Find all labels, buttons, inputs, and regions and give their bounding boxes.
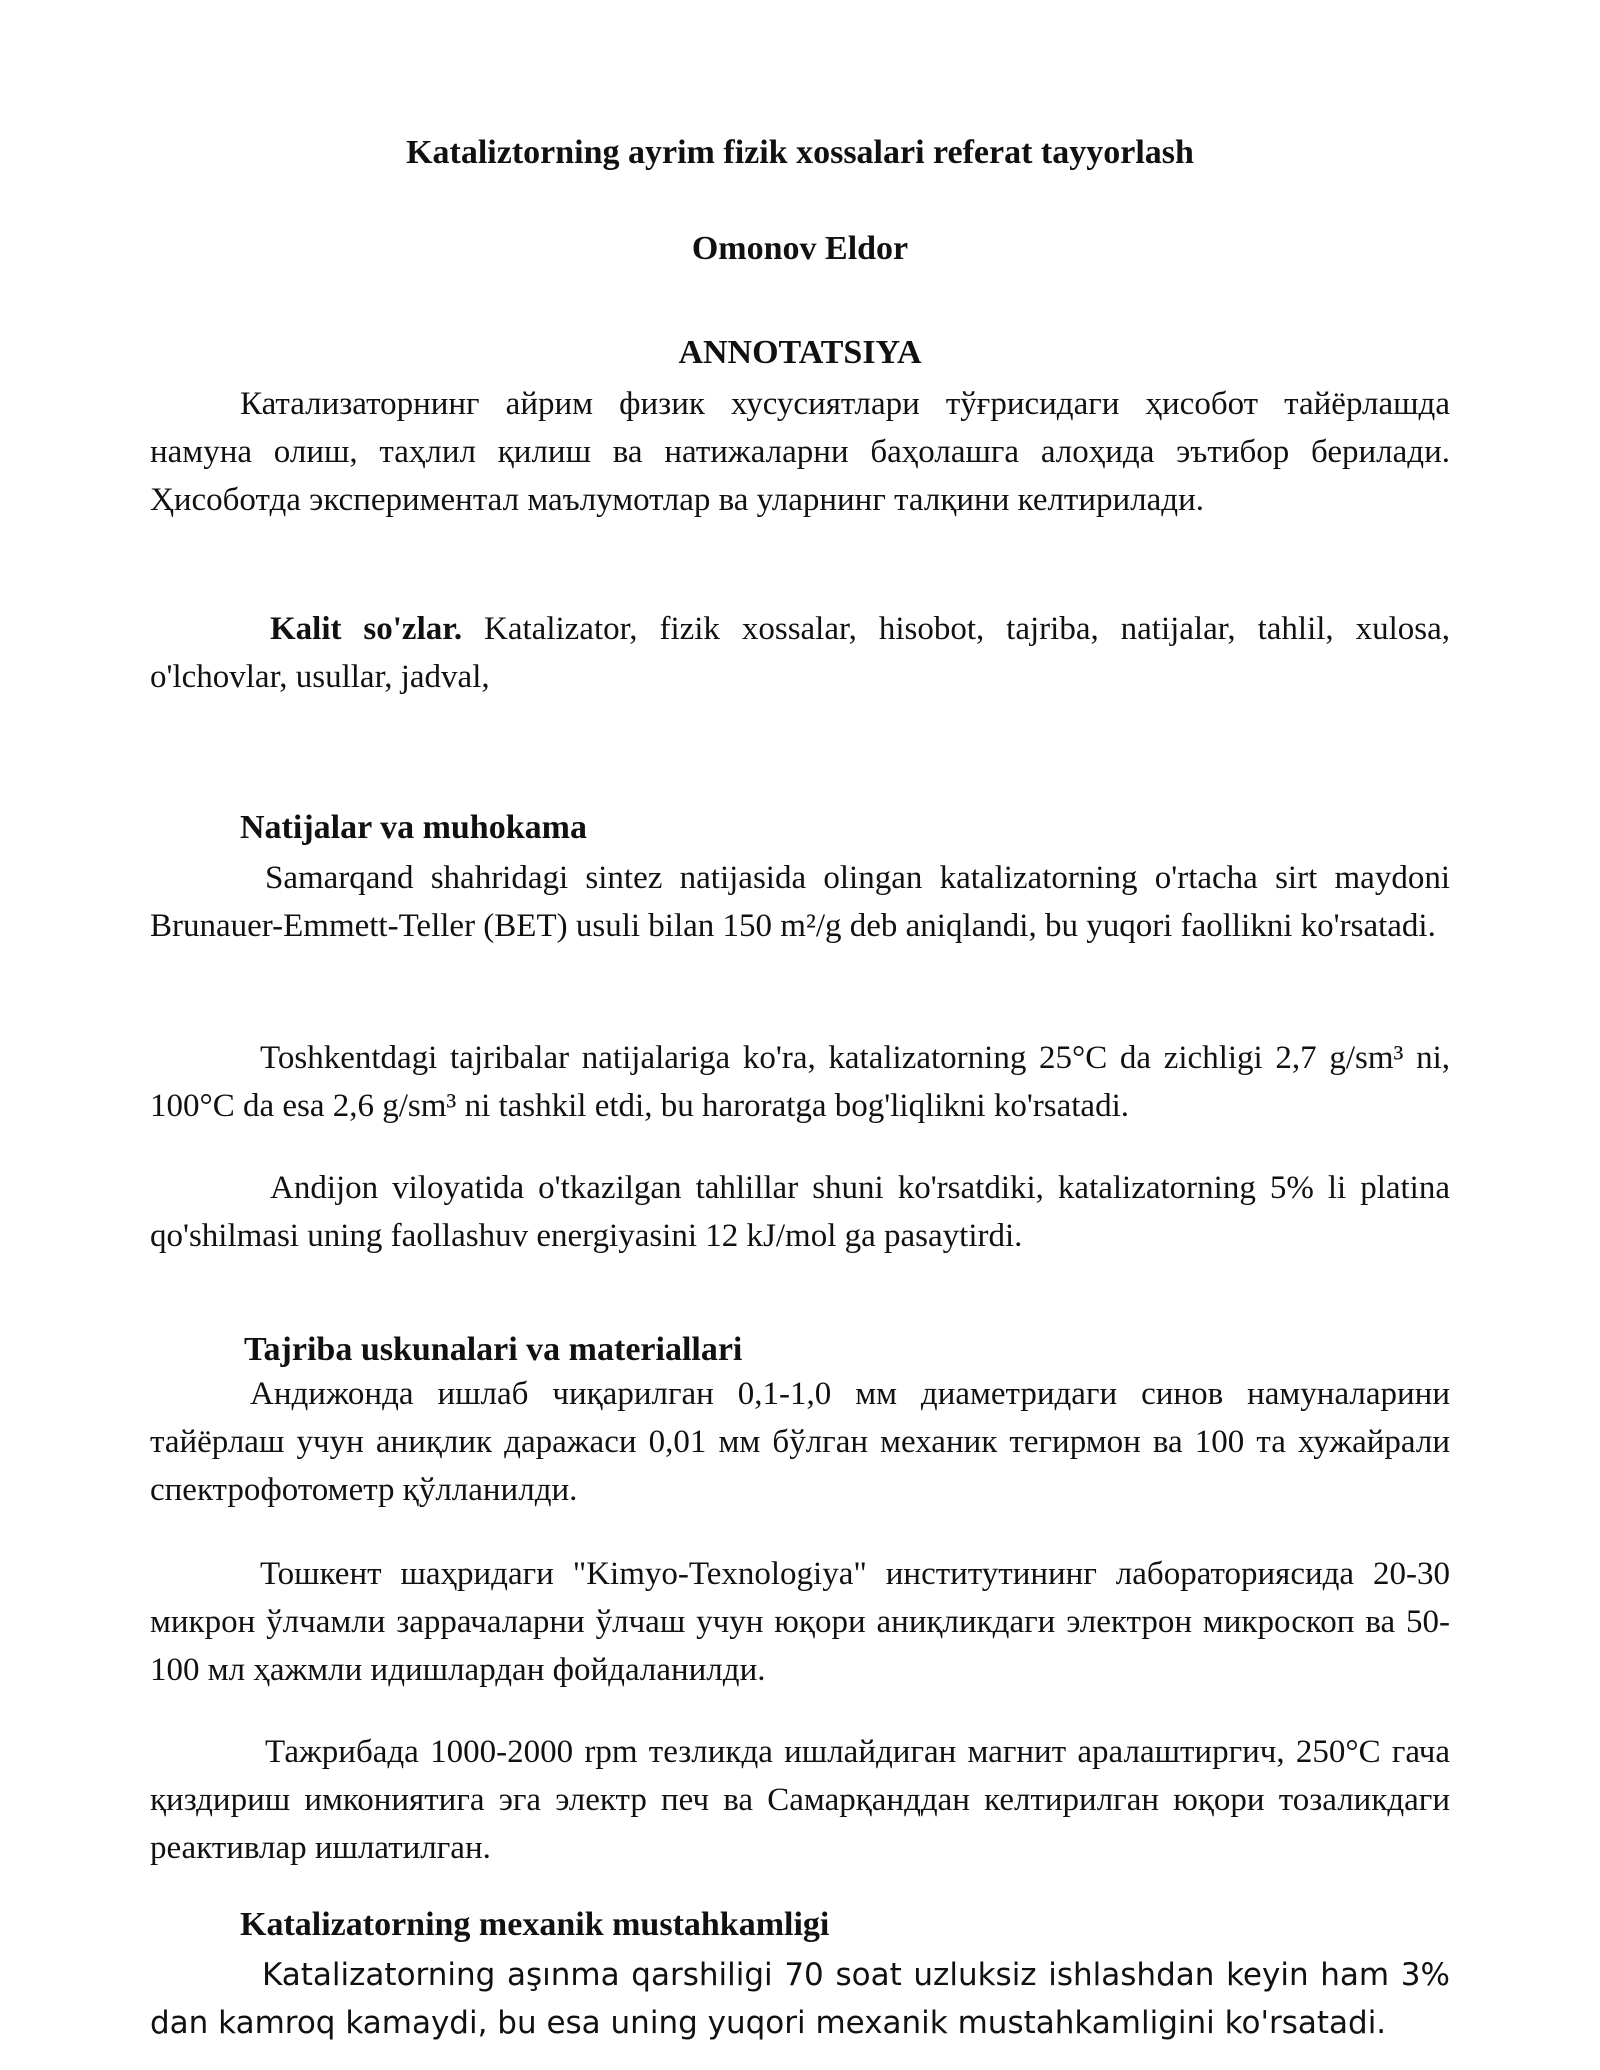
keywords-label: Kalit so'zlar. [270,611,463,647]
keywords-text: Katalizator, fizik xossalar, hisobot, tajriba, natijalar, tahlil, xulosa, o'lchovlar, usullar, jadval, [150,611,1450,695]
equipment-paragraph-2: Тошкент шаҳридаги "Kimyo-Texnologiya" институтининг лабораториясида 20-30 микрон ўлчамли заррачаларни ўлчаш учун юқори аниқликдаги электрон микроскоп ва 50-100 мл ҳажмли идишлардан фойдаланилди. [150,1556,1450,1688]
document-title: Kataliztorning ayrim fizik xossalari referat tayyorlash [406,134,1194,171]
annotation-heading: ANNOTATSIYA [678,334,922,371]
section-heading-results: Natijalar va muhokama [240,809,587,846]
equipment-paragraph-1: Андижонда ишлаб чиқарилган 0,1-1,0 мм диаметридаги синов намуналарини тайёрлаш учун аниқлик даражаси 0,01 мм бўлган механик тегирмон ва 100 та хужайрали спектрофотометр қўлланилди. [150,1376,1450,1508]
author-name: Omonov Eldor [691,230,909,267]
keywords-paragraph [150,605,1450,701]
results-paragraph-3: Andijon viloyatida o'tkazilgan tahlillar shuni ko'rsatdiki, katalizatorning 5% li platina qo'shilmasi uning faollashuv energiyasini 12 kJ/mol ga pasaytirdi. [150,1170,1450,1254]
results-paragraph-1: Samarqand shahridagi sintez natijasida olingan katalizatorning o'rtacha sirt maydoni Brunauer-Emmett-Teller (BET) usuli bilan 150 m²/g deb aniqlandi, bu yuqori faollikni ko'rsatadi. [150,860,1450,944]
section-heading-equipment: Tajriba uskunalari va materiallari [244,1331,743,1368]
equipment-paragraph-3: Тажрибада 1000-2000 rpm тезликда ишлайдиган магнит аралаштиргич, 250°С гача қиздириш имкониятига эга электр печ ва Самарқанддан келтирилган юқори тозаликдаги реактивлар ишлатилган. [150,1734,1450,1866]
results-paragraph-2: Toshkentdagi tajribalar natijalariga ko'ra, katalizatorning 25°C da zichligi 2,7 g/sm³ ni, 100°C da esa 2,6 g/sm³ ni tashkil etdi, bu haroratga bog'liqlikni ko'rsatadi. [150,1040,1450,1124]
mechanical-strength-paragraph: Katalizatorning aşınma qarshiligi 70 soat uzluksiz ishlashdan keyin ham 3% dan kamroq kamaydi, bu esa uning yuqori mexanik mustahkamligini ko'rsatadi. [150,1957,1450,2041]
section-heading-mechanical-strength: Katalizatorning mexanik mustahkamligi [240,1906,830,1943]
annotation-text: Катализаторнинг айрим физик хусусиятлари тўғрисидаги ҳисобот тайёрлашда намуна олиш, таҳлил қилиш ва натижаларни баҳолашга алоҳида эътибор берилади. Ҳисоботда экспериментал маълумотлар ва уларнинг талқини келтирилади. [150,386,1450,518]
